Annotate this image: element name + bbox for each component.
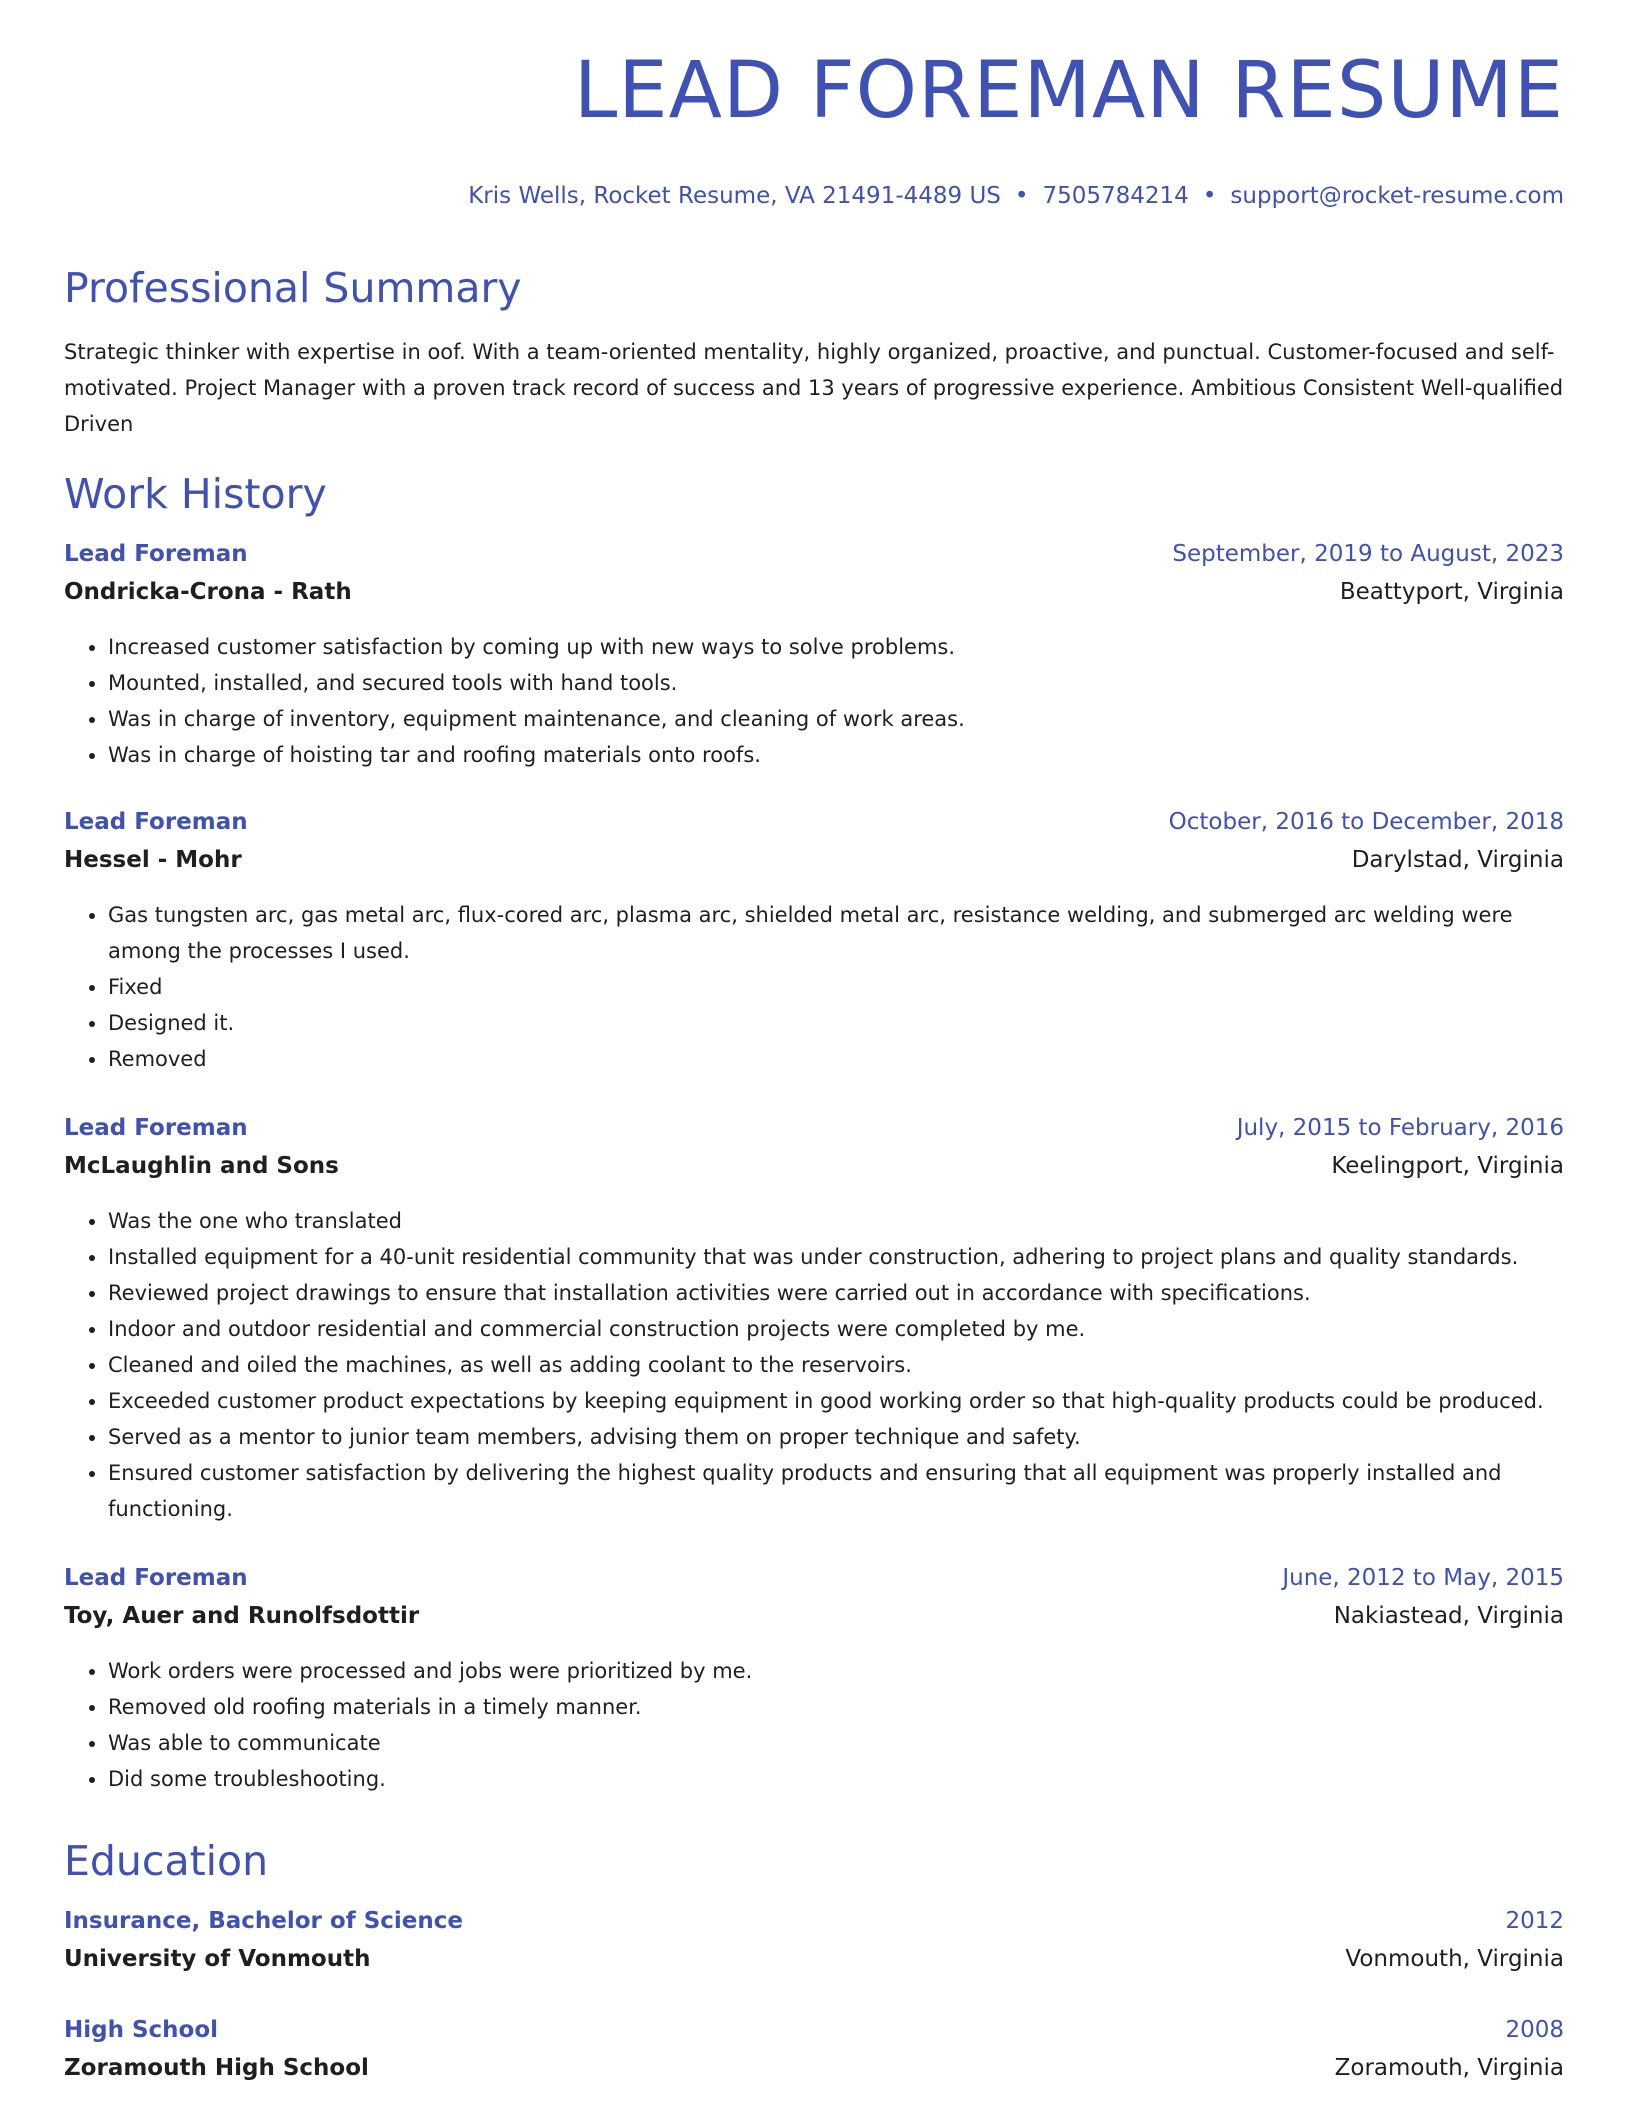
education-heading: Education [64,1837,269,1885]
job-bullets [64,1653,1564,1797]
contact-email[interactable]: support@rocket-resume.com [1230,183,1564,209]
job-entry [64,1565,1564,1797]
education-entry [64,2017,1564,2093]
job-bullet: • Gas tungsten arc, gas metal arc, flux-cored arc, plasma arc, shielded metal arc, resistance welding, and submerged arc welding were among the processes I used. [108,897,1564,969]
job-dates: September, 2019 to August, 2023 [1172,541,1564,567]
job-role: Lead Foreman [64,541,248,567]
job-location: Darylstad, Virginia [1351,847,1564,873]
job-entry [64,541,1564,773]
contact-line [468,183,1564,209]
contact-separator: • [1014,183,1029,209]
job-bullet: • Ensured customer satisfaction by delivering the highest quality products and ensuring that all equipment was properly installed and functioning. [108,1455,1564,1527]
job-bullets [64,897,1564,1077]
education-year: 2008 [1505,2017,1564,2043]
job-bullet: • Installed equipment for a 40-unit residential community that was under construction, adhering to project plans and quality standards. [108,1239,1564,1275]
job-dates: October, 2016 to December, 2018 [1168,809,1564,835]
job-location: Keelingport, Virginia [1331,1153,1564,1179]
education-entry [64,1908,1564,1984]
work-history-heading: Work History [64,470,327,518]
job-role: Lead Foreman [64,1565,248,1591]
job-bullet: • Exceeded customer product expectations by keeping equipment in good working order so that high-quality products could be produced. [108,1383,1564,1419]
resume-title: LEAD FOREMAN RESUME [573,46,1564,136]
job-role: Lead Foreman [64,809,248,835]
job-company: Ondricka-Crona - Rath [64,579,352,605]
job-bullet: • Fixed [108,969,1564,1005]
job-bullet: • Removed [108,1041,1564,1077]
job-bullet: • Indoor and outdoor residential and commercial construction projects were completed by me. [108,1311,1564,1347]
education-school: University of Vonmouth [64,1946,371,1972]
job-company: Hessel - Mohr [64,847,242,873]
contact-separator: • [1202,183,1217,209]
job-bullet: • Did some troubleshooting. [108,1761,1564,1797]
job-entry [64,1115,1564,1527]
job-company: Toy, Auer and Runolfsdottir [64,1603,420,1629]
education-degree: High School [64,2017,219,2043]
job-role: Lead Foreman [64,1115,248,1141]
education-degree: Insurance, Bachelor of Science [64,1908,464,1934]
job-bullets [64,1203,1564,1527]
job-bullet: • Was in charge of hoisting tar and roofing materials onto roofs. [108,737,1564,773]
education-location: Zoramouth, Virginia [1334,2055,1564,2081]
job-bullet: • Was able to communicate [108,1725,1564,1761]
job-dates: July, 2015 to February, 2016 [1236,1115,1564,1141]
contact-phone: 7505784214 [1042,183,1189,209]
job-location: Nakiastead, Virginia [1333,1603,1564,1629]
education-school: Zoramouth High School [64,2055,369,2081]
summary-heading: Professional Summary [64,264,522,312]
job-bullet: • Removed old roofing materials in a timely manner. [108,1689,1564,1725]
education-year: 2012 [1505,1908,1564,1934]
job-bullet: • Work orders were processed and jobs were prioritized by me. [108,1653,1564,1689]
summary-text: Strategic thinker with expertise in oof. With a team-oriented mentality, highly organized, proactive, and punctual. Customer-focused and self-motivated. Project Manager with a proven track record of success and 13 years of progressive experience. Ambitious Consistent Well-qualified Driven [64,340,1564,436]
job-company: McLaughlin and Sons [64,1153,339,1179]
job-dates: June, 2012 to May, 2015 [1282,1565,1564,1591]
job-bullet: • Increased customer satisfaction by coming up with new ways to solve problems. [108,629,1564,665]
job-bullets [64,629,1564,773]
contact-address: Kris Wells, Rocket Resume, VA 21491-4489 US [468,183,1001,209]
job-bullet: • Served as a mentor to junior team members, advising them on proper technique and safety. [108,1419,1564,1455]
job-bullet: • Was the one who translated [108,1203,1564,1239]
job-location: Beattyport, Virginia [1339,579,1564,605]
job-bullet: • Was in charge of inventory, equipment maintenance, and cleaning of work areas. [108,701,1564,737]
education-location: Vonmouth, Virginia [1345,1946,1564,1972]
job-bullet: • Mounted, installed, and secured tools with hand tools. [108,665,1564,701]
job-entry [64,809,1564,1077]
job-bullet: • Reviewed project drawings to ensure that installation activities were carried out in accordance with specifications. [108,1275,1564,1311]
job-bullet: • Cleaned and oiled the machines, as well as adding coolant to the reservoirs. [108,1347,1564,1383]
job-bullet: • Designed it. [108,1005,1564,1041]
